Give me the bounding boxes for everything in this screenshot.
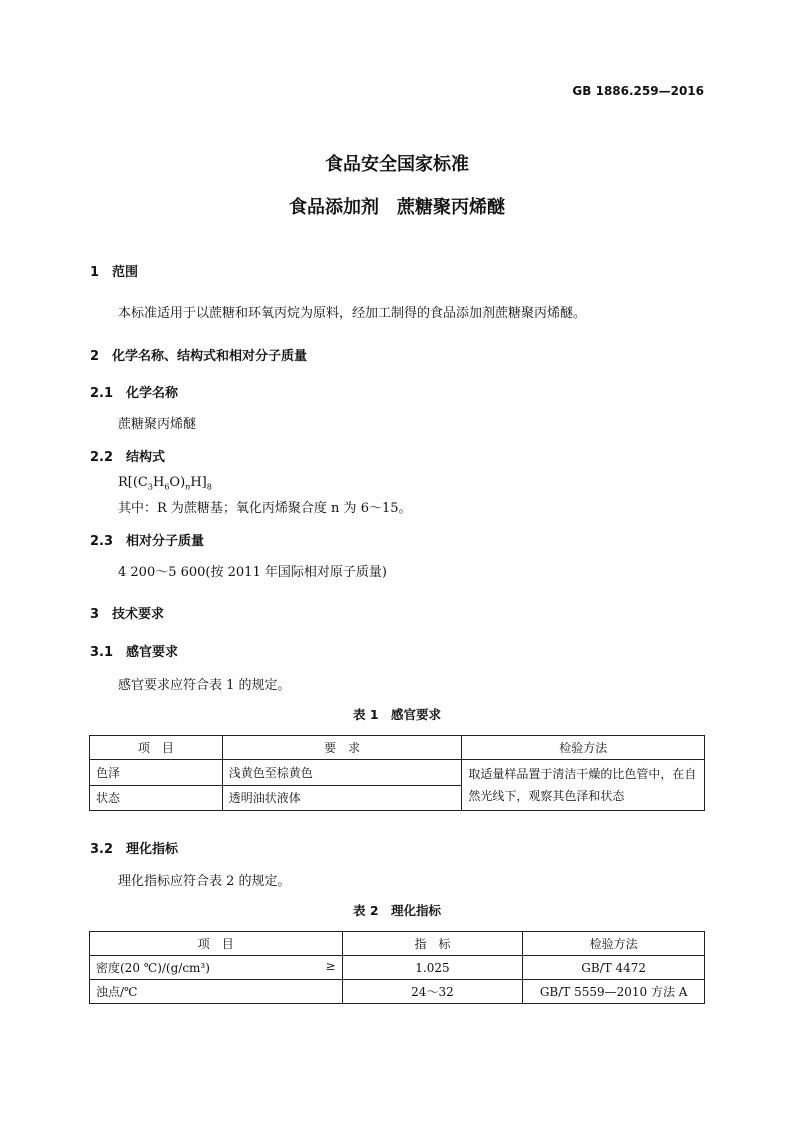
table-cell: 1.025 xyxy=(342,956,523,980)
page-subtitle: 食品添加剂 蔗糖聚丙烯醚 xyxy=(289,197,505,218)
table-header-row xyxy=(90,736,705,760)
section-3-1-text: 感官要求应符合表 1 的规定。 xyxy=(118,678,291,693)
table-header-cell: 项 目 xyxy=(90,932,343,956)
table-cell: 透明油状液体 xyxy=(222,785,462,811)
table-cell xyxy=(90,956,343,980)
section-2-2-heading: 2.2 结构式 xyxy=(90,450,166,465)
table-header-row xyxy=(90,932,705,956)
table-row xyxy=(90,956,705,980)
table-header-cell: 要 求 xyxy=(222,736,462,760)
table-cell xyxy=(90,980,343,1004)
section-2-1-heading: 2.1 化学名称 xyxy=(90,386,179,401)
table-header-cell: 检验方法 xyxy=(523,932,705,956)
section-3-heading: 3 技术要求 xyxy=(90,607,165,622)
table-cell: GB/T 5559—2010 方法 A xyxy=(523,980,705,1004)
section-1-text: 本标准适用于以蔗糖和环氧丙烷为原料，经加工制得的食品添加剂蔗糖聚丙烯醚。 xyxy=(118,306,587,321)
section-1-heading: 1 范围 xyxy=(90,265,139,280)
table-cell: 色泽 xyxy=(90,760,223,786)
item-label: 密度(20 ℃)/(g/cm³) xyxy=(96,961,210,975)
table-header-cell: 项 目 xyxy=(90,736,223,760)
table-cell: 浅黄色至棕黄色 xyxy=(222,760,462,786)
structural-formula: $R[(C_3H_6O)_nH]_8$ xyxy=(118,475,212,492)
page-title: 食品安全国家标准 xyxy=(325,154,469,175)
chemical-name: 蔗糖聚丙烯醚 xyxy=(118,417,197,432)
table-header-cell: 检验方法 xyxy=(462,736,705,760)
table-row xyxy=(90,760,705,786)
table-1-caption: 表 1 感官要求 xyxy=(352,707,442,722)
section-3-2-text: 理化指标应符合表 2 的规定。 xyxy=(118,874,291,889)
formula-note: 其中：R 为蔗糖基；氧化丙烯聚合度 n 为 6～15。 xyxy=(118,501,412,516)
section-3-1-heading: 3.1 感官要求 xyxy=(90,645,179,660)
standard-code: GB 1886.259—2016 xyxy=(572,84,704,98)
table-cell: GB/T 4472 xyxy=(523,956,705,980)
section-2-3-heading: 2.3 相对分子质量 xyxy=(90,534,205,549)
molecular-mass: 4 200～5 600(按 2011 年国际相对原子质量) xyxy=(118,565,387,580)
table-cell: 取适量样品置于清洁干燥的比色管中，在自然光线下，观察其色泽和状态 xyxy=(462,760,705,811)
table-header-cell: 指 标 xyxy=(342,932,523,956)
table-1 xyxy=(89,735,705,811)
section-3-2-heading: 3.2 理化指标 xyxy=(90,842,179,857)
comparison-sign: ≥ xyxy=(325,959,336,973)
table-2 xyxy=(89,931,705,1004)
item-label: 浊点/℃ xyxy=(96,985,138,999)
table-row xyxy=(90,980,705,1004)
table-cell: 状态 xyxy=(90,785,223,811)
table-cell: 24～32 xyxy=(342,980,523,1004)
section-2-heading: 2 化学名称、结构式和相对分子质量 xyxy=(90,349,308,364)
table-2-caption: 表 2 理化指标 xyxy=(352,903,442,918)
